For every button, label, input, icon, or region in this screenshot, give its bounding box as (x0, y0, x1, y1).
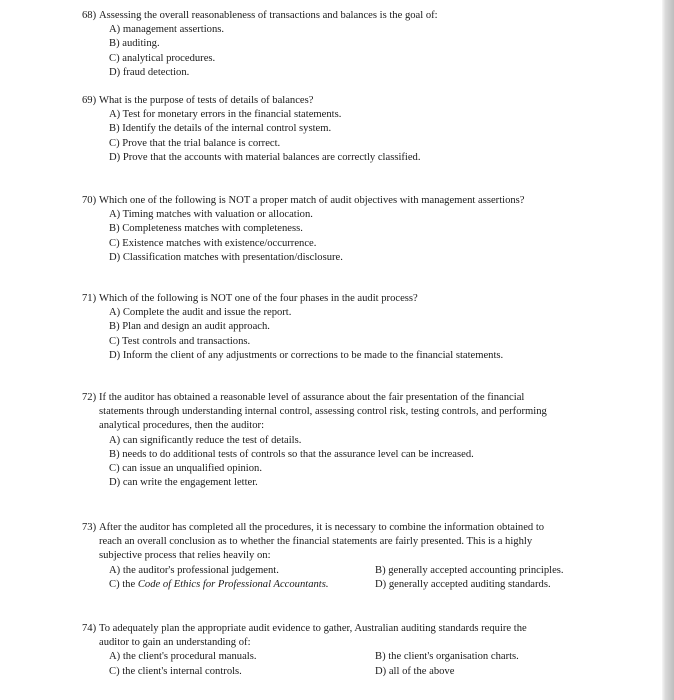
question-73 (82, 521, 612, 592)
question-74 (82, 622, 612, 679)
question-stem (82, 521, 612, 564)
option-a: A) Timing matches with valuation or allocation. (109, 209, 313, 221)
question-stem (82, 391, 612, 434)
question-text: What is the purpose of tests of details of balances? (99, 95, 314, 106)
question-text (99, 391, 612, 434)
question-number: 68) (82, 10, 97, 21)
question-text-line: statements through understanding internal control, assessing control risk, testing controls, and performing (99, 406, 547, 418)
options-grid (82, 564, 612, 592)
options-list (82, 208, 612, 265)
question-text-line: analytical procedures, then the auditor: (99, 420, 265, 432)
options-list (82, 434, 612, 491)
page-edge-shadow (662, 0, 674, 700)
options-list (82, 108, 612, 165)
question-number: 70) (82, 195, 97, 206)
question-text (99, 521, 612, 564)
option-c: C) Existence matches with existence/occurrence. (109, 237, 317, 249)
question-70 (82, 194, 612, 265)
option-b: B) Completeness matches with completeness. (109, 223, 303, 235)
question-stem (82, 194, 612, 208)
option-d: D) Classification matches with presentation/disclosure. (109, 251, 343, 263)
option-d: D) fraud detection. (109, 66, 190, 78)
option-a: A) Test for monetary errors in the financial statements. (109, 109, 342, 121)
option-d: D) generally accepted auditing standards. (375, 578, 551, 590)
options-list (82, 306, 612, 363)
question-69 (82, 94, 612, 165)
question-71 (82, 292, 612, 363)
question-text-line: subjective process that relies heavily on: (99, 550, 271, 562)
question-stem (82, 622, 612, 650)
option-d: D) Inform the client of any adjustments or corrections to be made to the financial statements. (109, 349, 504, 361)
question-68 (82, 9, 612, 80)
option-c (109, 578, 375, 592)
option-c: C) Prove that the trial balance is correct. (109, 137, 281, 149)
question-text: Which one of the following is NOT a proper match of audit objectives with management assertions? (99, 195, 525, 206)
question-text-line: After the auditor has completed all the procedures, it is necessary to combine the information obtained to (99, 522, 545, 533)
option-b: B) auditing. (109, 38, 160, 50)
question-text (99, 622, 612, 650)
question-text-line: auditor to gain an understanding of: (99, 637, 251, 649)
option-b: B) the client's organisation charts. (375, 651, 519, 663)
question-stem (82, 94, 612, 108)
option-c: C) analytical procedures. (109, 52, 216, 64)
options-list (82, 23, 612, 80)
option-b: B) needs to do additional tests of controls so that the assurance level can be increased. (109, 448, 474, 460)
option-b: B) Plan and design an audit approach. (109, 321, 270, 333)
option-c: C) Test controls and transactions. (109, 335, 251, 347)
question-number: 73) (82, 522, 97, 533)
option-d: D) Prove that the accounts with material balances are correctly classified. (109, 151, 421, 163)
question-number: 72) (82, 392, 97, 403)
option-c-prefix: C) the (109, 578, 138, 590)
question-number: 74) (82, 623, 97, 634)
option-c: C) the client's internal controls. (109, 665, 242, 677)
option-b: B) generally accepted accounting principles. (375, 564, 564, 576)
options-grid (82, 650, 612, 678)
question-72 (82, 391, 612, 490)
option-a: A) can significantly reduce the test of details. (109, 434, 302, 446)
question-number: 71) (82, 293, 97, 304)
option-d: D) all of the above (375, 665, 455, 677)
option-b: B) Identify the details of the internal control system. (109, 123, 332, 135)
option-a: A) the client's procedural manuals. (109, 651, 257, 663)
option-d: D) can write the engagement letter. (109, 477, 258, 489)
question-text-line: reach an overall conclusion as to whether the financial statements are fairly presented. This is a highly (99, 536, 533, 548)
question-text: Which of the following is NOT one of the four phases in the audit process? (99, 293, 418, 304)
question-text-line: If the auditor has obtained a reasonable level of assurance about the fair presentation of the financial (99, 392, 525, 403)
question-number: 69) (82, 95, 97, 106)
option-a: A) management assertions. (109, 24, 225, 36)
option-a: A) Complete the audit and issue the report. (109, 307, 292, 319)
question-text: Assessing the overall reasonableness of transactions and balances is the goal of: (99, 10, 438, 21)
option-c: C) can issue an unqualified opinion. (109, 463, 262, 475)
option-a: A) the auditor's professional judgement. (109, 564, 279, 576)
question-text-line: To adequately plan the appropriate audit evidence to gather, Australian auditing standards require the (99, 623, 527, 634)
question-stem (82, 9, 612, 23)
question-stem (82, 292, 612, 306)
option-c-title: Code of Ethics for Professional Accountants. (137, 578, 329, 590)
